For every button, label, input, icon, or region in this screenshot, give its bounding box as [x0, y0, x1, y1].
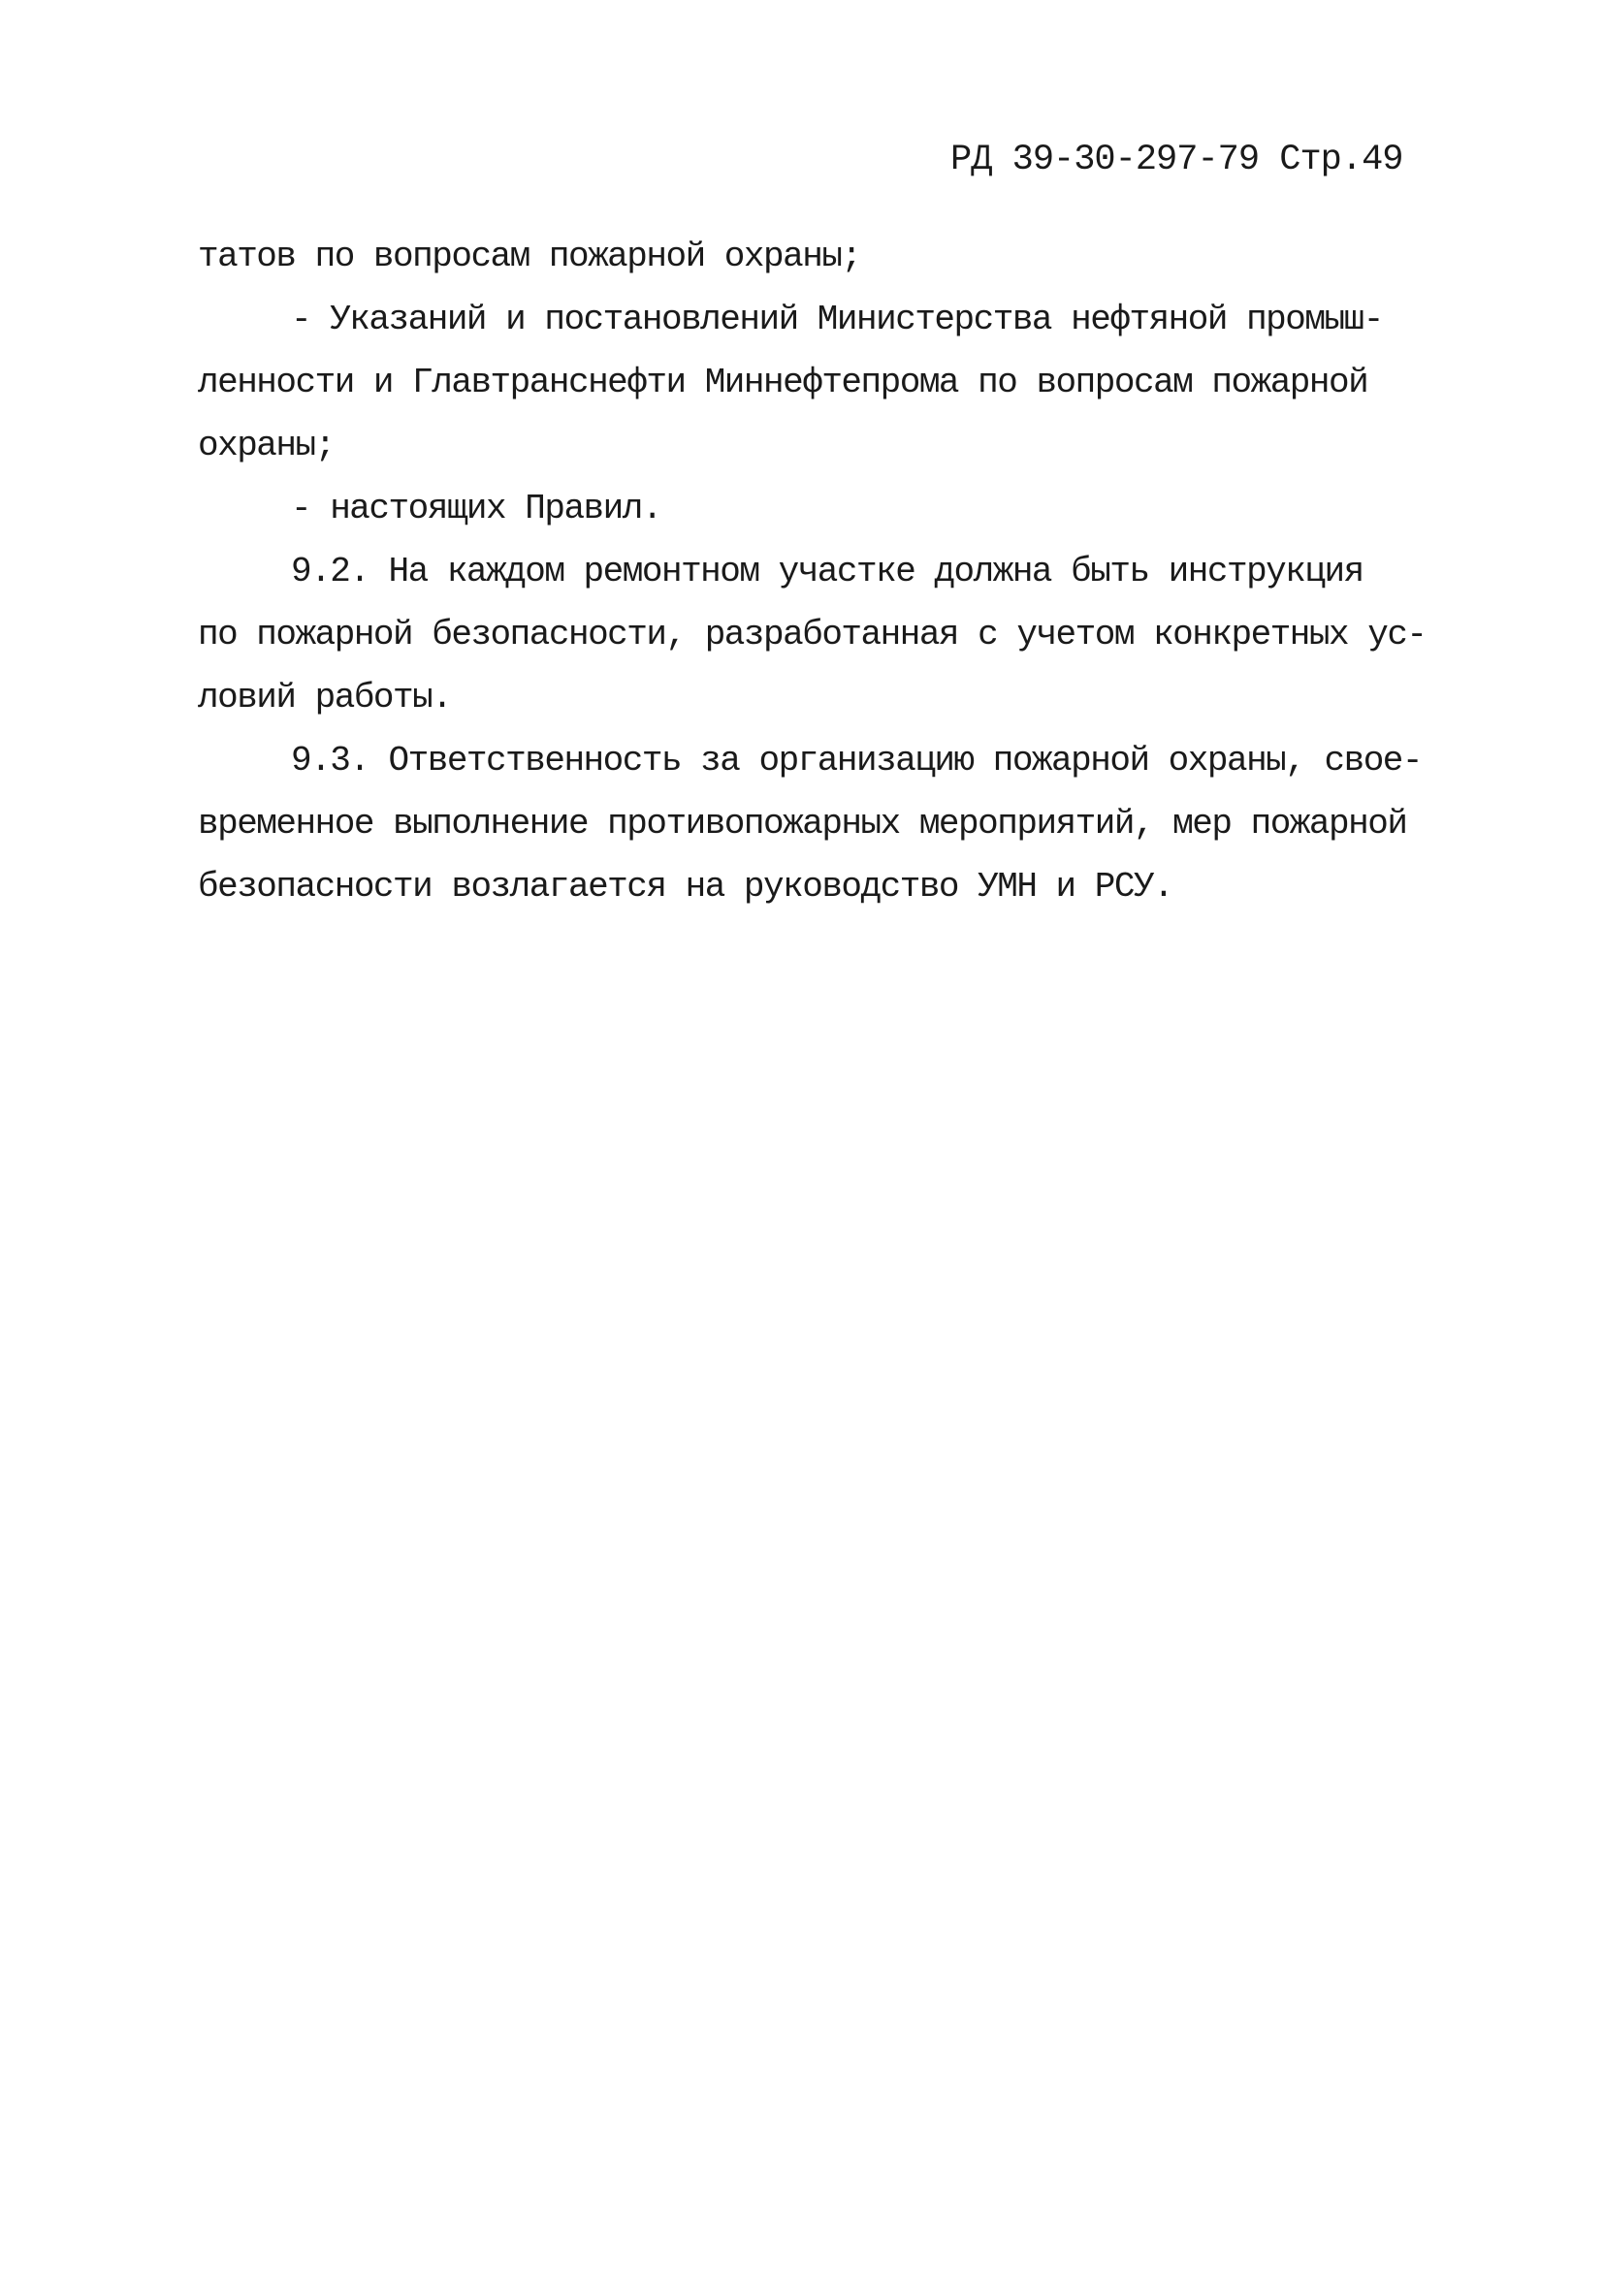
paragraph-9-2-line-2: по пожарной безопасности, разработанная с учетом конкретных ус-	[198, 615, 1427, 654]
document-reference-header: РД 39-30-297-79 Стр.49	[950, 140, 1403, 180]
paragraph-9-3-line-3: безопасности возлагается на руководство УМН и РСУ.	[198, 867, 1173, 907]
text-line-5: - настоящих Правил.	[291, 489, 661, 528]
paragraph-9-2-line-3: ловий работы.	[198, 678, 452, 718]
text-line-2: - Указаний и постановлений Министерства нефтяной промыш-	[291, 300, 1383, 339]
paragraph-9-3-line-2: временное выполнение противопожарных мероприятий, мер пожарной	[198, 804, 1407, 844]
paragraph-9-3-line-1: 9.3. Ответственность за организацию пожарной охраны, свое-	[291, 741, 1423, 781]
paragraph-9-2-line-1: 9.2. На каждом ремонтном участке должна быть инструкция	[291, 552, 1363, 591]
text-line-4: охраны;	[198, 426, 335, 465]
text-line-1: татов по вопросам пожарной охраны;	[198, 237, 861, 276]
text-line-3: ленности и Главтранснефти Миннефтепрома по вопросам пожарной	[198, 363, 1368, 402]
